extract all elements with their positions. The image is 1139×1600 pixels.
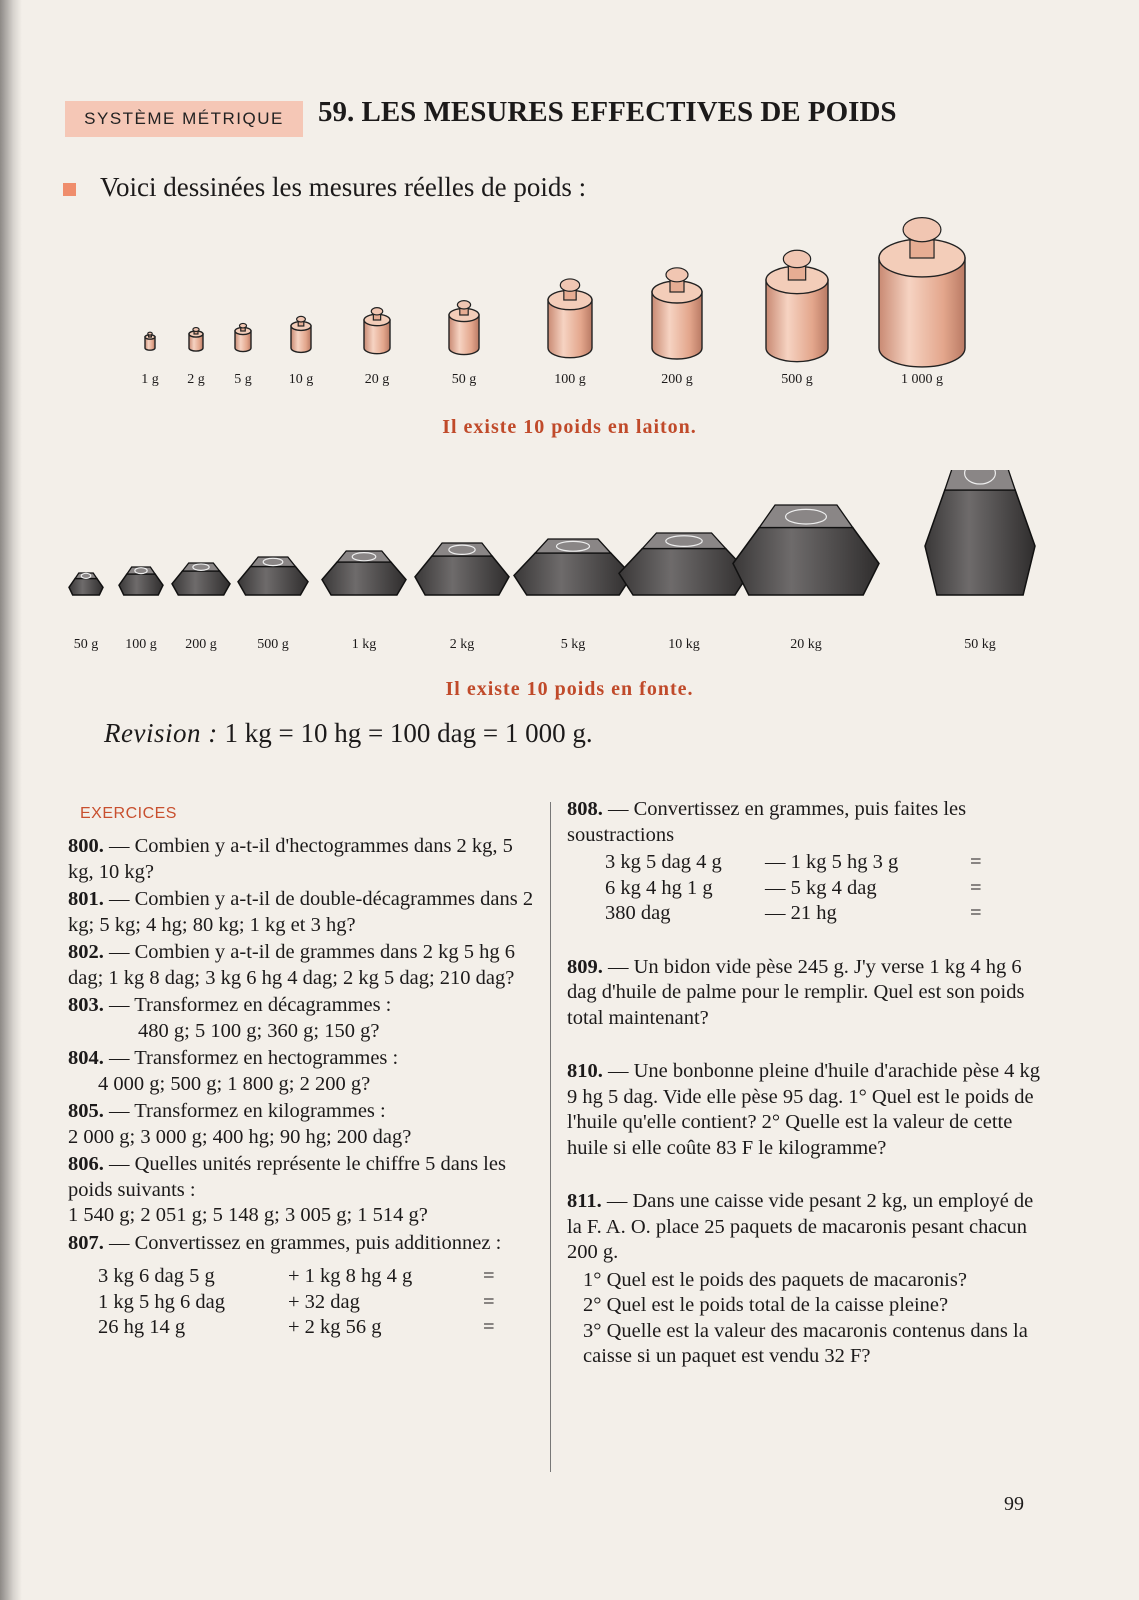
brass-caption: Il existe 10 poids en laiton.	[442, 416, 697, 438]
iron-weight-label: 5 kg	[560, 637, 586, 652]
iron-weight	[119, 567, 163, 595]
brass-weight-label: 200 g	[661, 372, 693, 387]
exercise-number: 807.	[68, 1231, 104, 1254]
iron-weight-label: 50 kg	[964, 637, 996, 652]
equals-sign: =	[970, 902, 982, 924]
exercise-text: — Une bonbonne pleine d'huile d'arachide pèse 4 kg 9 hg 5 dag. Vide elle pèse 95 dag. 1° Quel est le poids de l'huile qu'elle contient? 2° Quelle est la valeur de cette huile si elle coûte 83 F le kilogramme?	[567, 1060, 1041, 1159]
iron-weight-label: 1 kg	[351, 637, 377, 652]
brass-weight	[145, 332, 155, 350]
exercise-811	[567, 1189, 1042, 1266]
exercise-text: — Transformez en décagrammes :	[109, 994, 392, 1016]
operand: + 32 dag	[288, 1290, 360, 1313]
brass-weight-label: 20 g	[364, 372, 390, 387]
operand: 26 hg 14 g	[98, 1316, 186, 1338]
revision-label: Revision :	[104, 718, 218, 748]
brass-weight-label: 1 g	[141, 372, 159, 387]
exercise-number: 806.	[68, 1153, 104, 1175]
page-number: 99	[1004, 1493, 1024, 1515]
page-title: 59. LES MESURES EFFECTIVES DE POIDS	[318, 96, 897, 128]
exercise-text: — Quelles unités représente le chiffre 5 dans les poids suivants :	[68, 1153, 506, 1201]
iron-weights-illustration	[0, 470, 1139, 640]
exercise-804	[68, 1046, 538, 1097]
iron-weight-label: 100 g	[125, 637, 157, 652]
operand: + 2 kg 56 g	[288, 1316, 382, 1338]
operand: 1 kg 5 hg 6 dag	[98, 1290, 225, 1313]
exercise-values: 4 000 g; 500 g; 1 800 g; 2 200 g?	[98, 1072, 371, 1095]
brass-weight	[879, 218, 965, 367]
iron-weight-label: 500 g	[257, 637, 289, 652]
brass-weight	[652, 268, 702, 359]
iron-weight	[415, 543, 509, 595]
brass-weight-label: 2 g	[187, 372, 205, 387]
exercise-number: 809.	[567, 955, 603, 978]
brass-weight	[766, 250, 828, 361]
operation-row	[605, 876, 1042, 902]
exercise-text: — Combien y a-t-il de grammes dans 2 kg 5 hg 6 dag; 1 kg 8 dag; 3 kg 6 hg 4 dag; 2 kg 5 dag; 210 dag?	[68, 941, 515, 989]
exercise-number: 803.	[68, 994, 104, 1016]
equals-sign: =	[970, 851, 982, 873]
exercise-811-question: 3° Quelle est la valeur des macaronis contenus dans la caisse si un paquet est vendu 32 F?	[583, 1319, 1028, 1367]
exercise-802	[68, 940, 538, 991]
operation-row	[98, 1315, 538, 1341]
exercise-808	[567, 797, 1042, 848]
exercise-text: — Un bidon vide pèse 245 g. J'y verse 1 kg 4 hg 6 dag d'huile de palme pour le remplir. Quel est son poids total maintenant?	[567, 955, 1025, 1029]
iron-weight	[322, 551, 406, 595]
brass-weight	[291, 316, 311, 352]
iron-weight-label: 10 kg	[668, 637, 700, 652]
iron-caption: Il existe 10 poids en fonte.	[445, 678, 694, 700]
exercise-values: 480 g; 5 100 g; 360 g; 150 g?	[138, 1019, 380, 1042]
brass-weights-illustration	[0, 0, 1139, 410]
operand: — 5 kg 4 dag	[765, 876, 877, 899]
brass-weight	[189, 328, 203, 352]
brass-weight-label: 100 g	[554, 372, 586, 387]
exercise-number: 804.	[68, 1047, 104, 1069]
iron-weight	[925, 470, 1035, 595]
operand: — 1 kg 5 hg 3 g	[765, 851, 899, 873]
exercise-811-question: 1° Quel est le poids des paquets de macaronis?	[583, 1268, 967, 1291]
brass-weight-label: 500 g	[781, 372, 813, 387]
column-divider	[550, 802, 551, 1472]
exercise-text: — Convertissez en grammes, puis faites les soustractions	[567, 798, 967, 846]
iron-weight	[733, 505, 879, 595]
exercise-text: — Dans une caisse vide pesant 2 kg, un employé de la F. A. O. place 25 paquets de macaronis pesant chacun 200 g.	[567, 1190, 1034, 1263]
brass-weight	[235, 323, 251, 351]
brass-weight	[548, 279, 592, 358]
exercise-text: — Combien y a-t-il de double-décagrammes dans 2 kg; 5 kg; 4 hg; 80 kg; 1 kg et 3 hg?	[68, 888, 534, 936]
exercise-803	[68, 993, 538, 1044]
iron-weight	[172, 563, 230, 595]
brass-weight-label: 1 000 g	[901, 372, 943, 387]
exercise-800	[68, 834, 538, 885]
brass-weight-label: 5 g	[234, 372, 252, 387]
exercise-text: — Transformez en kilogrammes :	[109, 1100, 386, 1122]
section-tag: SYSTÈME MÉTRIQUE	[65, 101, 303, 137]
iron-weight-label: 200 g	[185, 637, 217, 652]
revision-text: 1 kg = 10 hg = 100 dag = 1 000 g.	[224, 718, 593, 748]
exercise-806	[68, 1152, 538, 1229]
exercise-number: 811.	[567, 1190, 602, 1212]
intro-text: Voici dessinées les mesures réelles de poids :	[100, 172, 587, 202]
revision-line	[104, 718, 593, 749]
operation-row	[98, 1290, 538, 1316]
exercise-number: 810.	[567, 1060, 603, 1082]
operation-row	[605, 850, 1042, 876]
exercise-807	[68, 1231, 538, 1257]
exercise-number: 801.	[68, 888, 104, 910]
operand: — 21 hg	[765, 902, 837, 924]
equals-sign: =	[483, 1265, 495, 1287]
iron-weight	[514, 539, 632, 595]
brass-weight-label: 50 g	[451, 372, 477, 387]
exercise-number: 802.	[68, 941, 104, 963]
exercise-text: — Convertissez en grammes, puis additionnez :	[109, 1231, 502, 1254]
exercises-heading: EXERCICES	[80, 805, 177, 822]
left-column	[68, 834, 538, 1341]
iron-weight	[69, 573, 103, 595]
iron-weight-label: 20 kg	[790, 637, 822, 652]
exercise-values: 2 000 g; 3 000 g; 400 hg; 90 hg; 200 dag?	[68, 1125, 412, 1148]
equals-sign: =	[483, 1316, 495, 1338]
brass-weight-label: 10 g	[288, 372, 314, 387]
iron-weight	[619, 533, 749, 595]
brass-weight	[364, 308, 390, 354]
exercise-text: — Combien y a-t-il d'hectogrammes dans 2 kg, 5 kg, 10 kg?	[68, 835, 513, 883]
exercise-810	[567, 1059, 1042, 1161]
exercise-values: 1 540 g; 2 051 g; 5 148 g; 3 005 g; 1 514 g?	[68, 1204, 428, 1226]
iron-weight-label: 50 g	[73, 637, 99, 652]
exercise-number: 800.	[68, 835, 104, 857]
operation-row	[98, 1264, 538, 1290]
operand: 380 dag	[605, 902, 671, 924]
exercise-number: 808.	[567, 798, 603, 820]
exercise-number: 805.	[68, 1100, 104, 1122]
equals-sign: =	[970, 876, 982, 899]
operand: + 1 kg 8 hg 4 g	[288, 1265, 413, 1287]
brass-weight	[449, 301, 479, 355]
iron-weight	[238, 557, 308, 595]
exercise-801	[68, 887, 538, 938]
exercise-811-question: 2° Quel est le poids total de la caisse pleine?	[583, 1294, 949, 1316]
exercise-808-operations	[567, 850, 1042, 927]
iron-weight-label: 2 kg	[449, 637, 475, 652]
exercise-809	[567, 955, 1042, 1032]
exercise-807-operations	[68, 1264, 538, 1341]
operand: 3 kg 6 dag 5 g	[98, 1265, 215, 1287]
equals-sign: =	[483, 1290, 495, 1313]
exercise-805	[68, 1099, 538, 1150]
operand: 6 kg 4 hg 1 g	[605, 876, 713, 899]
exercise-text: — Transformez en hectogrammes :	[109, 1047, 399, 1069]
right-column	[567, 797, 1042, 1370]
operand: 3 kg 5 dag 4 g	[605, 851, 722, 873]
operation-row	[605, 901, 1042, 927]
